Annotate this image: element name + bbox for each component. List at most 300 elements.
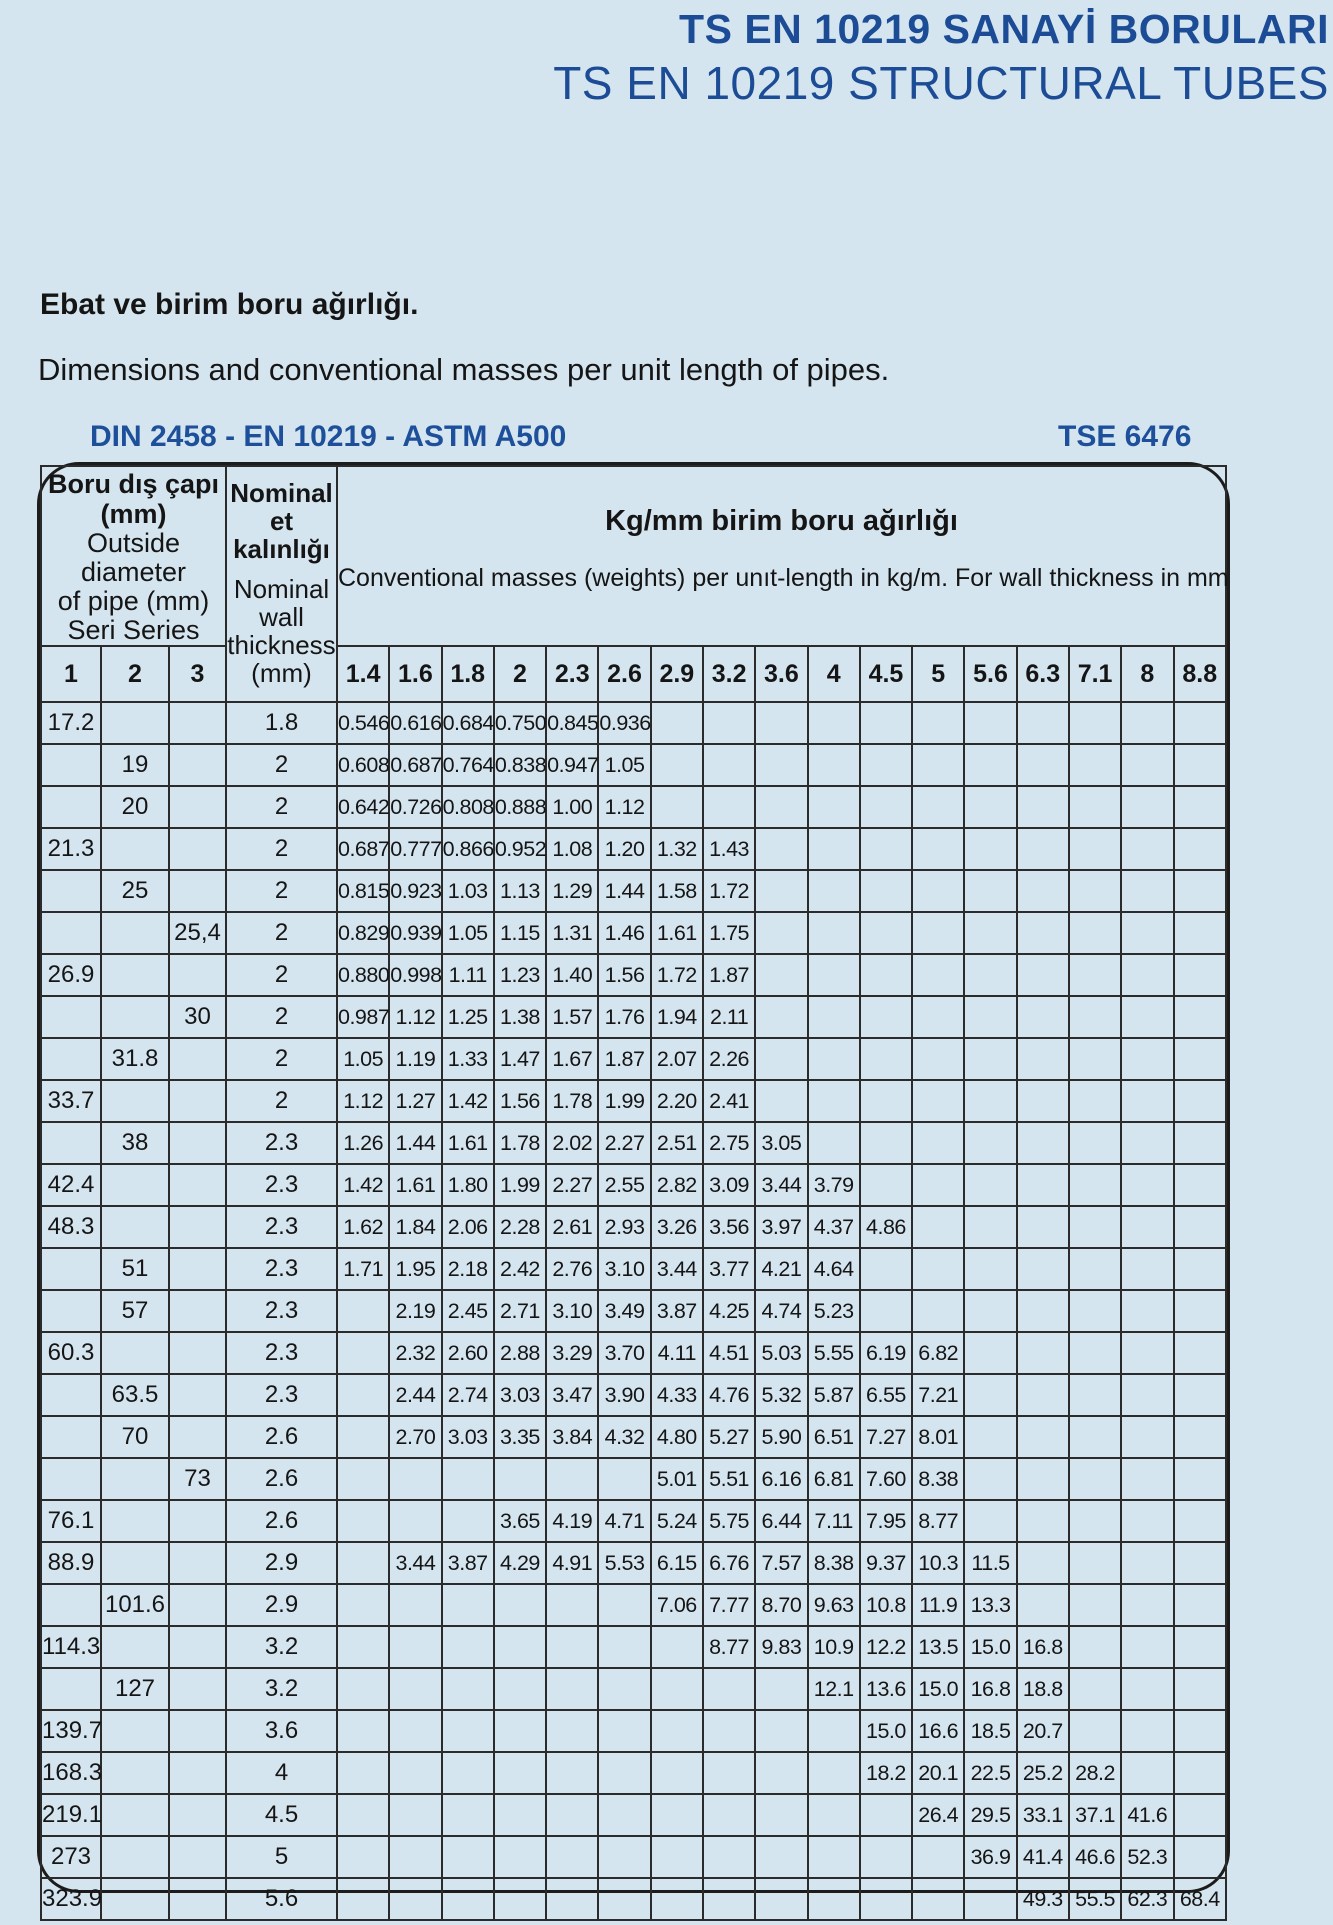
mass-value-cell — [1017, 1332, 1069, 1374]
outside-diameter-series-2-cell — [101, 1878, 169, 1920]
mass-value-cell: 4.33 — [651, 1374, 703, 1416]
mass-value-cell — [651, 1836, 703, 1878]
mass-value-cell — [1069, 1206, 1121, 1248]
mass-value-cell — [1174, 870, 1227, 912]
mass-value-cell — [1017, 1542, 1069, 1584]
table-row — [41, 1080, 1226, 1122]
thickness-column-header: 1.6 — [389, 646, 441, 702]
mass-value-cell: 0.838 — [494, 744, 546, 786]
mass-value-cell — [1121, 744, 1173, 786]
table-row — [41, 702, 1226, 744]
mass-value-cell: 0.936 — [598, 702, 650, 744]
mass-value-cell: 0.947 — [546, 744, 598, 786]
mass-value-cell: 4.74 — [755, 1290, 807, 1332]
mass-value-cell: 0.880 — [337, 954, 389, 996]
mass-value-cell — [808, 1080, 860, 1122]
mass-value-cell — [1069, 828, 1121, 870]
mass-value-cell — [389, 1626, 441, 1668]
mass-value-cell — [1069, 1164, 1121, 1206]
mass-value-cell — [1017, 702, 1069, 744]
mass-value-cell — [1121, 1038, 1173, 1080]
mass-value-cell: 9.63 — [808, 1584, 860, 1626]
table-row — [41, 1458, 1226, 1500]
mass-value-cell: 8.77 — [912, 1500, 964, 1542]
mass-value-cell — [651, 1710, 703, 1752]
table-row — [41, 1794, 1226, 1836]
mass-value-cell: 0.616 — [389, 702, 441, 744]
mass-value-cell: 2.11 — [703, 996, 755, 1038]
mass-value-cell: 6.82 — [912, 1332, 964, 1374]
mass-value-cell — [1121, 1164, 1173, 1206]
mass-value-cell — [442, 1668, 494, 1710]
mass-value-cell: 1.78 — [494, 1122, 546, 1164]
table-row — [41, 1710, 1226, 1752]
outside-diameter-series-1-cell: 323.9 — [41, 1878, 101, 1920]
mass-value-cell — [1174, 1290, 1227, 1332]
mass-value-cell: 15.0 — [860, 1710, 912, 1752]
mass-value-cell: 4.21 — [755, 1248, 807, 1290]
mass-value-cell: 1.00 — [546, 786, 598, 828]
nominal-wall-cell: 2 — [226, 912, 337, 954]
mass-value-cell: 16.6 — [912, 1710, 964, 1752]
mass-value-cell: 13.6 — [860, 1668, 912, 1710]
mass-value-cell — [703, 744, 755, 786]
mass-value-cell — [1174, 1248, 1227, 1290]
table-row — [41, 1332, 1226, 1374]
mass-value-cell: 1.99 — [494, 1164, 546, 1206]
mass-value-cell — [808, 786, 860, 828]
mass-value-cell: 3.09 — [703, 1164, 755, 1206]
mass-value-cell — [1069, 1668, 1121, 1710]
mass-value-cell: 2.27 — [546, 1164, 598, 1206]
thickness-column-header: 6.3 — [1017, 646, 1069, 702]
mass-value-cell: 3.10 — [546, 1290, 598, 1332]
mass-value-cell — [1121, 954, 1173, 996]
mass-value-cell — [1069, 1374, 1121, 1416]
outside-diameter-series-1-cell — [41, 1458, 101, 1500]
mass-value-cell: 15.0 — [912, 1668, 964, 1710]
nominal-header-line: thickness — [227, 630, 336, 660]
mass-value-cell: 6.51 — [808, 1416, 860, 1458]
outside-diameter-series-3-cell — [169, 1122, 226, 1164]
nominal-wall-cell: 2.9 — [226, 1542, 337, 1584]
mass-value-cell — [1174, 1584, 1227, 1626]
mass-value-cell: 3.87 — [651, 1290, 703, 1332]
mass-value-cell — [755, 786, 807, 828]
mass-value-cell — [860, 744, 912, 786]
nominal-wall-cell: 3.2 — [226, 1668, 337, 1710]
mass-value-cell — [808, 1878, 860, 1920]
mass-value-cell — [1174, 1626, 1227, 1668]
mass-value-cell — [1017, 1038, 1069, 1080]
mass-value-cell — [964, 828, 1016, 870]
mass-value-cell: 2.02 — [546, 1122, 598, 1164]
mass-value-cell — [912, 1206, 964, 1248]
mass-value-cell: 1.57 — [546, 996, 598, 1038]
mass-value-cell: 1.61 — [651, 912, 703, 954]
mass-value-cell — [337, 1542, 389, 1584]
nominal-wall-cell: 2 — [226, 954, 337, 996]
table-row — [41, 1878, 1226, 1920]
mass-value-cell — [1069, 702, 1121, 744]
mass-value-cell: 41.4 — [1017, 1836, 1069, 1878]
mass-value-cell: 18.8 — [1017, 1668, 1069, 1710]
mass-value-cell — [912, 870, 964, 912]
mass-value-cell: 3.47 — [546, 1374, 598, 1416]
table-row — [41, 1248, 1226, 1290]
mass-value-cell: 1.87 — [598, 1038, 650, 1080]
mass-value-cell — [651, 786, 703, 828]
mass-value-cell — [808, 702, 860, 744]
mass-value-cell: 2.76 — [546, 1248, 598, 1290]
outside-diameter-series-2-cell — [101, 1206, 169, 1248]
thickness-column-header: 1.4 — [337, 646, 389, 702]
mass-value-cell: 7.06 — [651, 1584, 703, 1626]
mass-value-cell: 4.71 — [598, 1500, 650, 1542]
table-row — [41, 1416, 1226, 1458]
mass-value-cell — [808, 744, 860, 786]
mass-value-cell: 10.9 — [808, 1626, 860, 1668]
mass-value-cell — [337, 1668, 389, 1710]
outside-diameter-series-1-cell: 42.4 — [41, 1164, 101, 1206]
mass-value-cell: 1.94 — [651, 996, 703, 1038]
outside-diameter-series-2-cell — [101, 996, 169, 1038]
mass-value-cell — [1121, 1500, 1173, 1542]
table-row — [41, 1836, 1226, 1878]
outside-diameter-series-1-cell: 88.9 — [41, 1542, 101, 1584]
mass-value-cell — [755, 702, 807, 744]
mass-value-cell: 0.546 — [337, 702, 389, 744]
outside-diameter-series-1-cell — [41, 1038, 101, 1080]
mass-value-cell: 2.75 — [703, 1122, 755, 1164]
mass-value-cell: 3.84 — [546, 1416, 598, 1458]
mass-value-cell: 2.41 — [703, 1080, 755, 1122]
mass-value-cell: 1.58 — [651, 870, 703, 912]
mass-value-cell — [442, 1710, 494, 1752]
mass-value-cell: 4.64 — [808, 1248, 860, 1290]
mass-value-cell: 2.71 — [494, 1290, 546, 1332]
mass-value-cell — [442, 1626, 494, 1668]
outside-diameter-series-3-cell — [169, 1626, 226, 1668]
mass-value-cell — [1017, 1290, 1069, 1332]
mass-value-cell — [964, 786, 1016, 828]
outside-diameter-series-3-cell — [169, 954, 226, 996]
mass-value-cell: 1.44 — [598, 870, 650, 912]
nominal-wall-cell: 2 — [226, 828, 337, 870]
mass-value-cell — [1121, 1332, 1173, 1374]
mass-value-cell: 3.65 — [494, 1500, 546, 1542]
mass-value-cell: 3.90 — [598, 1374, 650, 1416]
subheader-row — [41, 646, 1226, 702]
mass-value-cell — [1174, 1710, 1227, 1752]
nominal-wall-cell: 2 — [226, 996, 337, 1038]
mass-value-cell — [755, 1080, 807, 1122]
outside-diameter-series-3-cell — [169, 1038, 226, 1080]
mass-value-cell: 16.8 — [1017, 1626, 1069, 1668]
mass-value-cell — [494, 1752, 546, 1794]
outside-diameter-series-2-cell — [101, 954, 169, 996]
mass-value-cell: 1.38 — [494, 996, 546, 1038]
outside-diameter-series-2-cell: 31.8 — [101, 1038, 169, 1080]
masses-group-header-cell — [337, 466, 1229, 646]
mass-value-cell: 3.70 — [598, 1332, 650, 1374]
mass-value-cell — [964, 870, 1016, 912]
nominal-wall-cell: 2.3 — [226, 1164, 337, 1206]
mass-value-cell — [964, 1416, 1016, 1458]
mass-value-cell: 37.1 — [1069, 1794, 1121, 1836]
mass-value-cell: 5.32 — [755, 1374, 807, 1416]
series-column-header-2: 2 — [101, 646, 169, 702]
mass-value-cell — [860, 870, 912, 912]
mass-value-cell: 8.38 — [912, 1458, 964, 1500]
mass-value-cell: 2.32 — [389, 1332, 441, 1374]
mass-value-cell — [1121, 1584, 1173, 1626]
mass-value-cell — [546, 1752, 598, 1794]
mass-value-cell: 1.33 — [442, 1038, 494, 1080]
mass-value-cell — [598, 1836, 650, 1878]
mass-value-cell — [1174, 1542, 1227, 1584]
mass-value-cell — [755, 1038, 807, 1080]
mass-value-cell: 0.687 — [337, 828, 389, 870]
mass-value-cell — [860, 1794, 912, 1836]
mass-value-cell — [964, 1206, 1016, 1248]
mass-value-cell — [1069, 954, 1121, 996]
mass-value-cell — [808, 912, 860, 954]
mass-value-cell — [755, 996, 807, 1038]
mass-value-cell: 5.75 — [703, 1500, 755, 1542]
mass-value-cell — [860, 1248, 912, 1290]
mass-value-cell — [860, 996, 912, 1038]
mass-value-cell — [912, 702, 964, 744]
outside-diameter-series-3-cell — [169, 1248, 226, 1290]
mass-value-cell — [1121, 702, 1173, 744]
nominal-wall-cell: 2 — [226, 744, 337, 786]
mass-value-cell — [494, 1836, 546, 1878]
mass-value-cell: 11.5 — [964, 1542, 1016, 1584]
mass-value-cell: 1.76 — [598, 996, 650, 1038]
mass-value-cell: 1.12 — [598, 786, 650, 828]
mass-value-cell — [1121, 1626, 1173, 1668]
mass-value-cell — [912, 912, 964, 954]
mass-value-cell — [337, 1500, 389, 1542]
mass-value-cell: 1.61 — [442, 1122, 494, 1164]
mass-value-cell — [389, 1584, 441, 1626]
mass-value-cell: 1.43 — [703, 828, 755, 870]
mass-value-cell — [912, 1080, 964, 1122]
mass-value-cell — [808, 954, 860, 996]
mass-value-cell — [1174, 954, 1227, 996]
mass-value-cell: 2.55 — [598, 1164, 650, 1206]
mass-value-cell: 2.88 — [494, 1332, 546, 1374]
mass-value-cell — [1174, 996, 1227, 1038]
mass-value-cell: 5.53 — [598, 1542, 650, 1584]
outside-diameter-series-3-cell — [169, 1332, 226, 1374]
mass-value-cell — [546, 1710, 598, 1752]
mass-value-cell: 1.44 — [389, 1122, 441, 1164]
outside-diameter-series-2-cell — [101, 1080, 169, 1122]
mass-value-cell — [651, 1668, 703, 1710]
mass-value-cell — [598, 1584, 650, 1626]
mass-value-cell — [546, 1794, 598, 1836]
nominal-wall-cell: 5 — [226, 1836, 337, 1878]
outside-diameter-series-3-cell — [169, 870, 226, 912]
mass-value-cell: 0.998 — [389, 954, 441, 996]
mass-value-cell: 0.777 — [389, 828, 441, 870]
mass-value-cell — [442, 1584, 494, 1626]
mass-value-cell: 36.9 — [964, 1836, 1016, 1878]
mass-value-cell: 29.5 — [964, 1794, 1016, 1836]
page-title-english: TS EN 10219 STRUCTURAL TUBES — [553, 57, 1329, 110]
mass-value-cell — [1121, 1248, 1173, 1290]
thickness-column-header: 2.3 — [546, 646, 598, 702]
nominal-wall-cell: 3.6 — [226, 1710, 337, 1752]
mass-value-cell: 1.71 — [337, 1248, 389, 1290]
mass-value-cell: 0.764 — [442, 744, 494, 786]
mass-value-cell: 0.952 — [494, 828, 546, 870]
mass-value-cell — [755, 828, 807, 870]
mass-value-cell: 4.11 — [651, 1332, 703, 1374]
mass-value-cell: 6.44 — [755, 1500, 807, 1542]
mass-value-cell: 1.23 — [494, 954, 546, 996]
mass-value-cell — [964, 1080, 1016, 1122]
mass-value-cell — [1121, 1542, 1173, 1584]
mass-value-cell — [755, 870, 807, 912]
outside-diameter-series-3-cell — [169, 1542, 226, 1584]
outside-diameter-series-3-cell — [169, 1374, 226, 1416]
mass-value-cell: 4.80 — [651, 1416, 703, 1458]
mass-value-cell — [442, 1878, 494, 1920]
mass-value-cell — [337, 1374, 389, 1416]
nominal-wall-cell: 2.9 — [226, 1584, 337, 1626]
thickness-column-header: 3.6 — [755, 646, 807, 702]
table-row — [41, 1206, 1226, 1248]
mass-value-cell: 0.808 — [442, 786, 494, 828]
nominal-wall-cell: 2.6 — [226, 1500, 337, 1542]
mass-value-cell — [860, 1122, 912, 1164]
outside-diameter-series-1-cell: 17.2 — [41, 702, 101, 744]
nominal-wall-cell: 2.3 — [226, 1332, 337, 1374]
mass-value-cell — [442, 1794, 494, 1836]
outside-diameter-series-3-cell — [169, 1710, 226, 1752]
mass-value-cell — [808, 1038, 860, 1080]
outside-diameter-series-2-cell: 20 — [101, 786, 169, 828]
mass-value-cell: 16.8 — [964, 1668, 1016, 1710]
mass-value-cell — [860, 1080, 912, 1122]
mass-value-cell: 1.20 — [598, 828, 650, 870]
mass-value-cell — [1069, 1038, 1121, 1080]
table-row — [41, 1542, 1226, 1584]
mass-value-cell: 4.19 — [546, 1500, 598, 1542]
mass-value-cell: 1.67 — [546, 1038, 598, 1080]
mass-value-cell: 4.37 — [808, 1206, 860, 1248]
mass-value-cell — [494, 1878, 546, 1920]
outside-diameter-series-3-cell — [169, 1668, 226, 1710]
mass-value-cell — [1121, 1710, 1173, 1752]
mass-value-cell: 9.37 — [860, 1542, 912, 1584]
mass-value-cell — [964, 1038, 1016, 1080]
outside-diameter-series-1-cell: 21.3 — [41, 828, 101, 870]
mass-value-cell — [755, 744, 807, 786]
table-row — [41, 1290, 1226, 1332]
mass-value-cell — [912, 1836, 964, 1878]
mass-value-cell: 1.78 — [546, 1080, 598, 1122]
outside-diameter-series-3-cell — [169, 786, 226, 828]
nominal-wall-cell: 2.3 — [226, 1290, 337, 1332]
mass-value-cell: 52.3 — [1121, 1836, 1173, 1878]
mass-value-cell — [808, 1752, 860, 1794]
mass-value-cell: 1.19 — [389, 1038, 441, 1080]
nominal-wall-cell: 5.6 — [226, 1878, 337, 1920]
outside-diameter-series-1-cell: 139.7 — [41, 1710, 101, 1752]
mass-value-cell: 2.42 — [494, 1248, 546, 1290]
mass-value-cell: 4.25 — [703, 1290, 755, 1332]
mass-value-cell — [1069, 1332, 1121, 1374]
mass-value-cell: 0.684 — [442, 702, 494, 744]
mass-value-cell: 7.11 — [808, 1500, 860, 1542]
outside-diameter-series-1-cell — [41, 786, 101, 828]
outside-diameter-series-3-cell: 25,4 — [169, 912, 226, 954]
mass-value-cell: 7.57 — [755, 1542, 807, 1584]
mass-value-cell — [337, 1710, 389, 1752]
table-row — [41, 786, 1226, 828]
mass-value-cell — [703, 786, 755, 828]
mass-value-cell — [442, 1500, 494, 1542]
mass-value-cell — [1121, 996, 1173, 1038]
thickness-column-header: 2.6 — [598, 646, 650, 702]
mass-value-cell — [755, 1836, 807, 1878]
mass-value-cell: 5.55 — [808, 1332, 860, 1374]
mass-value-cell — [860, 1290, 912, 1332]
outside-diameter-series-3-cell — [169, 828, 226, 870]
diameter-header-line: of pipe (mm) — [57, 586, 210, 616]
mass-value-cell: 3.03 — [442, 1416, 494, 1458]
outside-diameter-series-2-cell — [101, 1500, 169, 1542]
mass-value-cell — [1174, 1794, 1227, 1836]
mass-value-cell — [912, 1878, 964, 1920]
diameter-header-line: Boru dış çapı — [47, 469, 220, 499]
mass-value-cell — [598, 1878, 650, 1920]
mass-value-cell — [1174, 1416, 1227, 1458]
mass-value-cell — [1174, 912, 1227, 954]
mass-value-cell: 2.82 — [651, 1164, 703, 1206]
mass-value-cell: 3.49 — [598, 1290, 650, 1332]
mass-value-cell — [1121, 828, 1173, 870]
mass-value-cell — [1017, 1122, 1069, 1164]
mass-value-cell — [1017, 1374, 1069, 1416]
mass-value-cell — [494, 1626, 546, 1668]
mass-value-cell — [546, 1668, 598, 1710]
mass-value-cell — [1121, 1206, 1173, 1248]
mass-value-cell: 1.95 — [389, 1248, 441, 1290]
outside-diameter-series-2-cell: 63.5 — [101, 1374, 169, 1416]
nominal-header-line: (mm) — [251, 658, 312, 688]
mass-value-cell: 5.03 — [755, 1332, 807, 1374]
mass-value-cell — [1069, 1542, 1121, 1584]
nominal-wall-cell: 2 — [226, 786, 337, 828]
mass-value-cell — [494, 1584, 546, 1626]
mass-value-cell: 1.80 — [442, 1164, 494, 1206]
mass-value-cell: 7.77 — [703, 1584, 755, 1626]
outside-diameter-series-2-cell: 25 — [101, 870, 169, 912]
mass-value-cell — [546, 1878, 598, 1920]
outside-diameter-series-1-cell: 219.1 — [41, 1794, 101, 1836]
mass-value-cell: 2.18 — [442, 1248, 494, 1290]
outside-diameter-series-2-cell — [101, 1458, 169, 1500]
table-row — [41, 870, 1226, 912]
mass-value-cell: 6.16 — [755, 1458, 807, 1500]
mass-value-cell: 49.3 — [1017, 1878, 1069, 1920]
outside-diameter-series-3-cell — [169, 1584, 226, 1626]
